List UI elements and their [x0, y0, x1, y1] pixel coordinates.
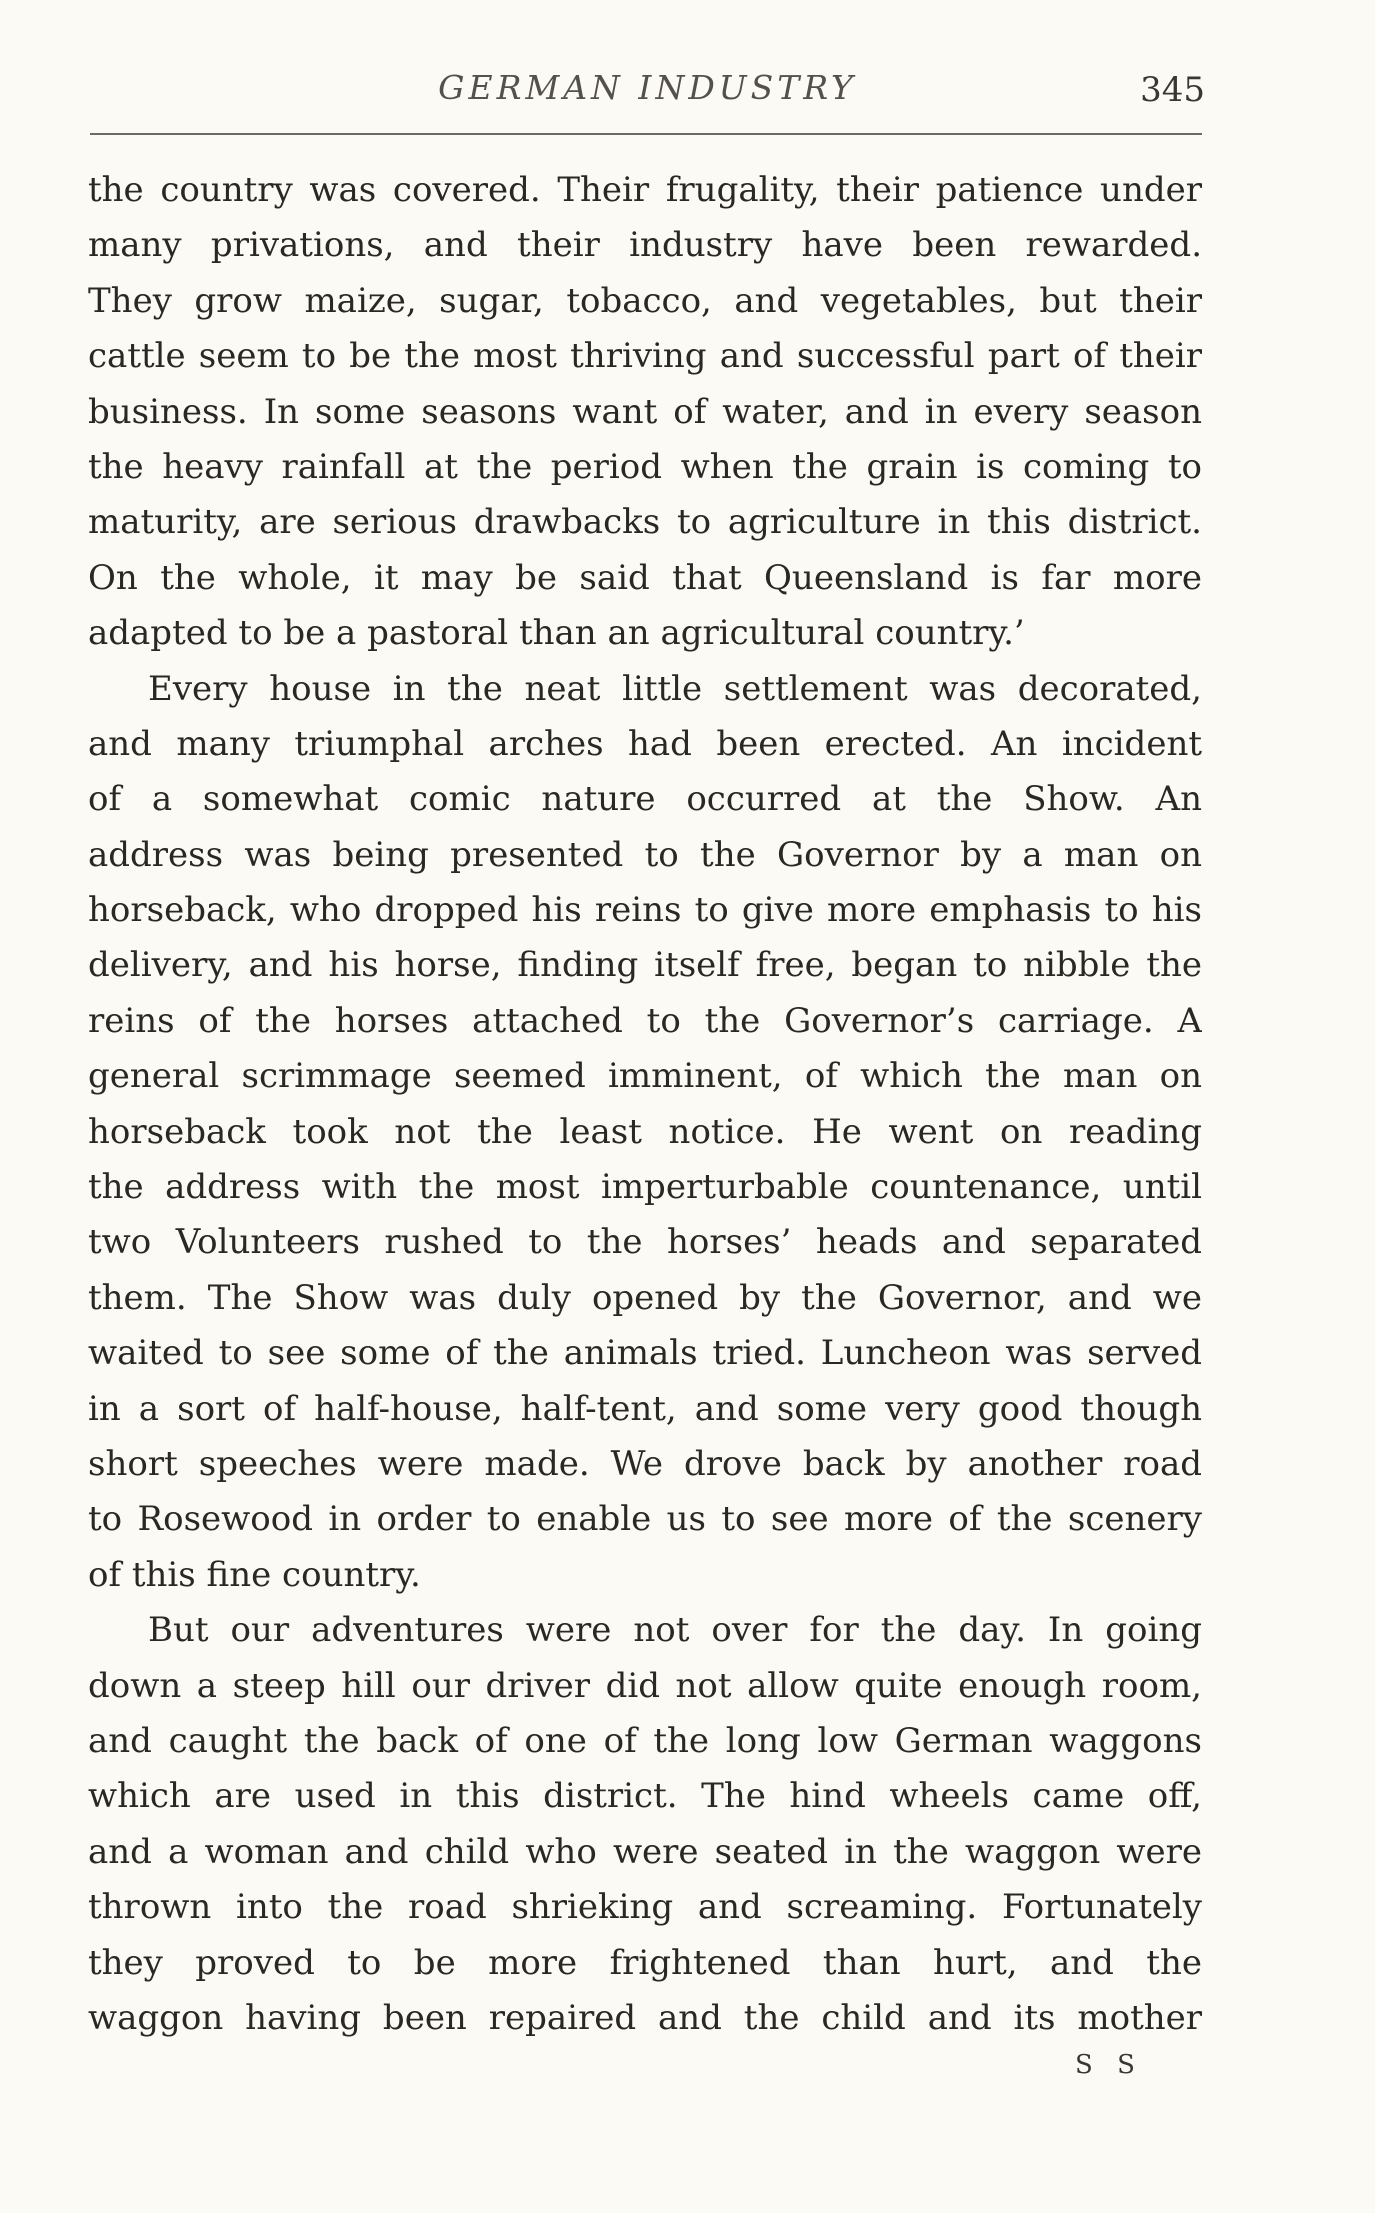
text-line: they proved to be more frightened than hurt, and the: [88, 1942, 1202, 1983]
text-line: general scrimmage seemed imminent, of which the man on: [88, 1056, 1202, 1097]
text-line: business. In some seasons want of water, and in every season: [88, 391, 1202, 432]
running-head: [90, 60, 1205, 120]
text-line: delivery, and his horse, finding itself free, began to nibble the: [88, 945, 1202, 986]
text-line: short speeches were made. We drove back by another road: [88, 1443, 1202, 1484]
text-line: Every house in the neat little settlement was decorated,: [148, 668, 1202, 709]
text-line: the country was covered. Their frugality, their patience under: [88, 170, 1202, 210]
text-line: them. The Show was duly opened by the Governor, and we: [88, 1277, 1202, 1318]
text-line: cattle seem to be the most thriving and successful part of their: [88, 336, 1202, 377]
text-line: which are used in this district. The hind wheels came off,: [88, 1776, 1202, 1817]
text-line: the heavy rainfall at the period when the grain is coming to: [88, 446, 1202, 487]
text-line: waited to see some of the animals tried. Luncheon was served: [88, 1333, 1202, 1374]
signature-mark: S S: [1075, 2050, 1143, 2080]
text-line: waggon having been repaired and the child and its mother: [88, 1997, 1202, 2038]
text-line: On the whole, it may be said that Queensland is far more: [88, 557, 1202, 598]
text-line: They grow maize, sugar, tobacco, and vegetables, but their: [88, 280, 1202, 321]
text-line: in a sort of half-house, half-tent, and some very good though: [88, 1388, 1202, 1429]
text-line: But our adventures were not over for the day. In going: [148, 1610, 1202, 1651]
text-line: the address with the most imperturbable countenance, until: [88, 1167, 1202, 1208]
text-line: many privations, and their industry have been rewarded.: [88, 225, 1202, 266]
text-line: and caught the back of one of the long low German waggons: [88, 1720, 1202, 1761]
text-line: two Volunteers rushed to the horses’ heads and separated: [88, 1222, 1202, 1263]
text-line: and many triumphal arches had been erected. An incident: [88, 723, 1202, 764]
text-line: down a steep hill our driver did not allow quite enough room,: [88, 1665, 1202, 1706]
text-line: adapted to be a pastoral than an agricultural country.’: [88, 613, 1025, 654]
text-line: of a somewhat comic nature occurred at the Show. An: [88, 779, 1202, 820]
header-rule: [90, 133, 1202, 135]
text-line: reins of the horses attached to the Governor’s carriage. A: [88, 1000, 1202, 1041]
text-line: of this fine country.: [88, 1554, 421, 1595]
page-number: 345: [1140, 70, 1205, 110]
text-line: horseback took not the least notice. He went on reading: [88, 1111, 1202, 1152]
text-line: maturity, are serious drawbacks to agriculture in this district.: [88, 502, 1202, 543]
running-title: GERMAN INDUSTRY: [438, 68, 857, 107]
text-line: and a woman and child who were seated in the waggon were: [88, 1831, 1202, 1872]
text-line: address was being presented to the Governor by a man on: [88, 834, 1202, 875]
text-line: horseback, who dropped his reins to give more emphasis to his: [88, 890, 1202, 931]
text-line: thrown into the road shrieking and screaming. Fortunately: [88, 1887, 1202, 1928]
text-line: to Rosewood in order to enable us to see more of the scenery: [88, 1499, 1202, 1540]
body-text: [88, 163, 1202, 2046]
